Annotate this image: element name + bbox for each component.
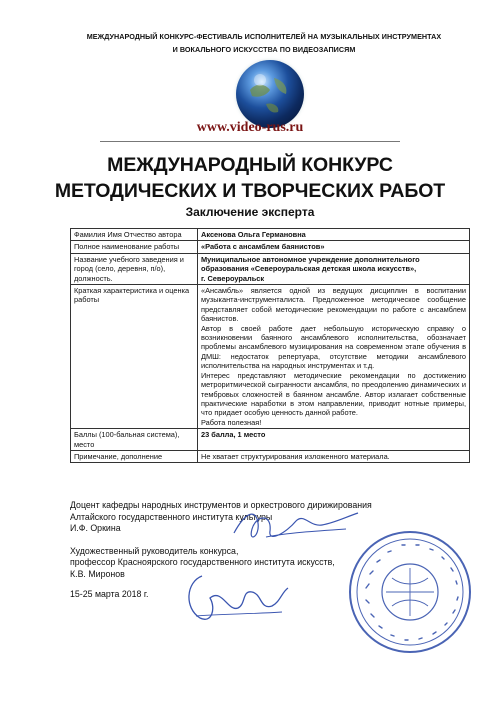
header-divider — [100, 141, 400, 142]
globe-logo-icon — [236, 60, 304, 128]
table-row — [71, 450, 470, 462]
summary-label: Краткая характеристика и оценка работы — [71, 285, 198, 429]
institution-value-line: Муниципальное автономное учреждение дополнительного — [201, 254, 420, 264]
website-link[interactable]: www.video-rus.ru — [196, 120, 304, 135]
note-value: Не хватает структурирования изложенного материала. — [198, 450, 470, 462]
title-line-2: МЕТОДИЧЕСКИХ И ТВОРЧЕСКИХ РАБОТ — [54, 180, 446, 202]
title-line-1: МЕЖДУНАРОДНЫЙ КОНКУРС — [107, 154, 393, 176]
author-value: Аксенова Ольга Германовна — [198, 229, 470, 241]
score-value: 23 балла, 1 место — [198, 429, 470, 451]
organizer-line-1: МЕЖДУНАРОДНЫЙ КОНКУРС-ФЕСТИВАЛЬ ИСПОЛНИТЕЛЕЙ НА МУЗЫКАЛЬНЫХ ИНСТРУМЕНТАХ — [86, 32, 442, 41]
author-label: Фамилия Имя Отчество автора — [71, 229, 198, 241]
table-row — [71, 253, 470, 284]
expert-handwritten-signature-icon — [226, 503, 366, 551]
table-row — [71, 285, 470, 429]
work-value: «Работа с ансамблем баянистов» — [198, 241, 470, 253]
table-row — [71, 429, 470, 451]
document-date: 15-25 марта 2018 г. — [70, 589, 149, 599]
expert-name: И.Ф. Оркина — [70, 523, 121, 534]
organizer-header — [0, 30, 500, 56]
summary-paragraph: Интерес представляют методические рекомендации по достижению метроритмической сыгранности ансамбля, по преодолению динамических и тембровых сложностей в баянном ансамбле. Автор излагает собственные практические наработки в этом направлении, приводит нотные примеры, что придает особую ценность данной работе. — [201, 370, 466, 418]
director-handwritten-signature-icon — [182, 568, 292, 628]
table-row — [71, 229, 470, 241]
institution-value — [198, 253, 470, 284]
table-row — [71, 241, 470, 253]
summary-paragraph: Автор в своей работе дает небольшую историческую справку о возникновении баянного ансамблевого исполнительства, обозначает проблемы ансамблевого музицирования на современном этапе обучения в ДМШ: недостаток репертуара, отсутствие методики ансамблевого исполнительства на народных инструментах и т.д. — [201, 323, 466, 371]
document-title — [0, 152, 500, 204]
summary-value — [198, 285, 470, 429]
institution-value-line: образования «Североуральская детская школа искусств», — [201, 264, 417, 274]
director-name: К.В. Миронов — [70, 568, 125, 579]
institution-label: Название учебного заведения и город (село, деревня, п/о), должность. — [71, 253, 198, 284]
work-label: Полное наименование работы — [71, 241, 198, 253]
expert-conclusion-table — [70, 228, 470, 463]
expert-position: Доцент кафедры народных инструментов и оркестрового дирижирования — [70, 500, 372, 510]
organizer-line-2: И ВОКАЛЬНОГО ИСКУССТВА ПО ВИДЕОЗАПИСЯМ — [172, 45, 356, 54]
summary-paragraph: «Ансамбль» является одной из ведущих дисциплин в воспитании музыканта-инструменталиста. Предложенное методическое сообщение представляет собой методические рекомендации по работе с ансамблем баянистов. — [201, 286, 466, 324]
director-institution: профессор Красноярского государственного института искусств, — [70, 557, 335, 568]
institution-value-line: г. Североуральск — [201, 273, 265, 283]
official-seal-stamp-icon — [346, 528, 474, 656]
summary-paragraph: Работа полезная! — [201, 417, 262, 427]
note-label: Примечание, дополнение — [71, 450, 198, 462]
expert-institution: Алтайского государственного института культуры — [70, 511, 273, 522]
document-subtitle: Заключение эксперта — [185, 205, 315, 219]
score-label: Баллы (100-бальная система), место — [71, 429, 198, 451]
director-position: Художественный руководитель конкурса, — [70, 545, 239, 556]
